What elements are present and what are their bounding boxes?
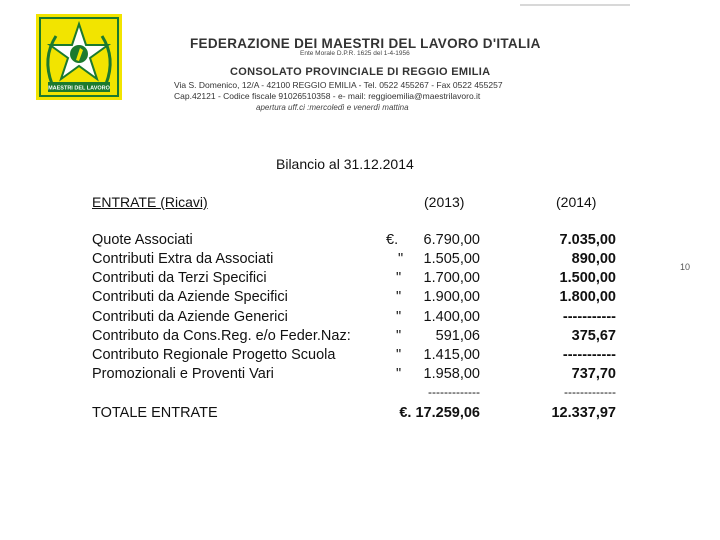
total-value-2014: 12.337,97 — [551, 405, 616, 421]
row-value-2014: 890,00 — [571, 251, 616, 267]
row-prefix: " — [396, 309, 402, 325]
row-prefix: " — [396, 289, 402, 305]
row-label: Contributi da Aziende Generici — [92, 309, 288, 325]
page-number: 10 — [680, 262, 691, 272]
row-value-2013: 6.790,00 — [423, 232, 480, 248]
separator-2014: ------------- — [564, 385, 616, 399]
row-label: Contributo da Cons.Reg. e/o Feder.Naz: — [92, 328, 351, 344]
row-prefix: " — [396, 270, 402, 286]
row-value-2013: 1.700,00 — [423, 270, 480, 286]
star-logo-icon — [36, 14, 122, 100]
address-line: Via S. Domenico, 12/A - 42100 REGGIO EMILIA - Tel. 0522 455267 - Fax 0522 455257 — [174, 80, 503, 90]
document-title: Bilancio al 31.12.2014 — [276, 156, 414, 172]
row-label: Contributi da Terzi Specifici — [92, 270, 267, 286]
total-value-2013: €. 17.259,06 — [399, 405, 480, 421]
column-header-2013: (2013) — [424, 194, 465, 210]
row-value-2013: 1.415,00 — [423, 347, 480, 363]
row-label: Contributi da Aziende Specifici — [92, 289, 288, 305]
row-prefix: " — [398, 251, 404, 267]
row-value-2013: 591,06 — [435, 328, 480, 344]
row-value-2014: 1.800,00 — [559, 289, 616, 305]
row-prefix: " — [396, 347, 402, 363]
row-label: Contributi Extra da Associati — [92, 251, 274, 267]
section-heading: ENTRATE (Ricavi) — [92, 194, 208, 210]
row-value-2014: 375,67 — [571, 328, 616, 344]
row-value-2013: 1.958,00 — [423, 366, 480, 382]
row-label: Quote Associati — [92, 232, 193, 248]
consolato-name: CONSOLATO PROVINCIALE DI REGGIO EMILIA — [230, 66, 491, 78]
cap-line: Cap.42121 - Codice fiscale 91026510358 - e- mail: reggioemilia@maestrilavoro.it — [174, 91, 481, 101]
row-label: Contributo Regionale Progetto Scuola — [92, 347, 336, 363]
row-value-2013: 1.900,00 — [423, 289, 480, 305]
column-header-2014: (2014) — [556, 194, 597, 210]
scan-mark — [520, 4, 630, 6]
row-label: Promozionali e Proventi Vari — [92, 366, 274, 382]
separator-2013: ------------- — [428, 385, 480, 399]
federation-name: FEDERAZIONE DEI MAESTRI DEL LAVORO D'ITALIA — [190, 36, 541, 51]
row-value-2014: ----------- — [562, 309, 616, 325]
row-value-2014: 1.500,00 — [559, 270, 616, 286]
row-prefix: " — [396, 366, 402, 382]
total-label: TOTALE ENTRATE — [92, 405, 218, 421]
row-prefix: " — [396, 328, 402, 344]
logo-banner-text: MAESTRI DEL LAVORO — [48, 85, 110, 92]
row-value-2014: ----------- — [562, 347, 616, 363]
row-value-2013: 1.505,00 — [423, 251, 480, 267]
row-value-2014: 737,70 — [571, 366, 616, 382]
row-value-2013: 1.400,00 — [423, 309, 480, 325]
row-prefix: €. — [386, 232, 399, 248]
row-value-2014: 7.035,00 — [559, 232, 616, 248]
federation-sub: Ente Morale D.P.R. 1625 del 1-4-1956 — [300, 50, 410, 57]
hours-line: apertura uff.ci :mercoledì e venerdì mattina — [256, 103, 409, 112]
